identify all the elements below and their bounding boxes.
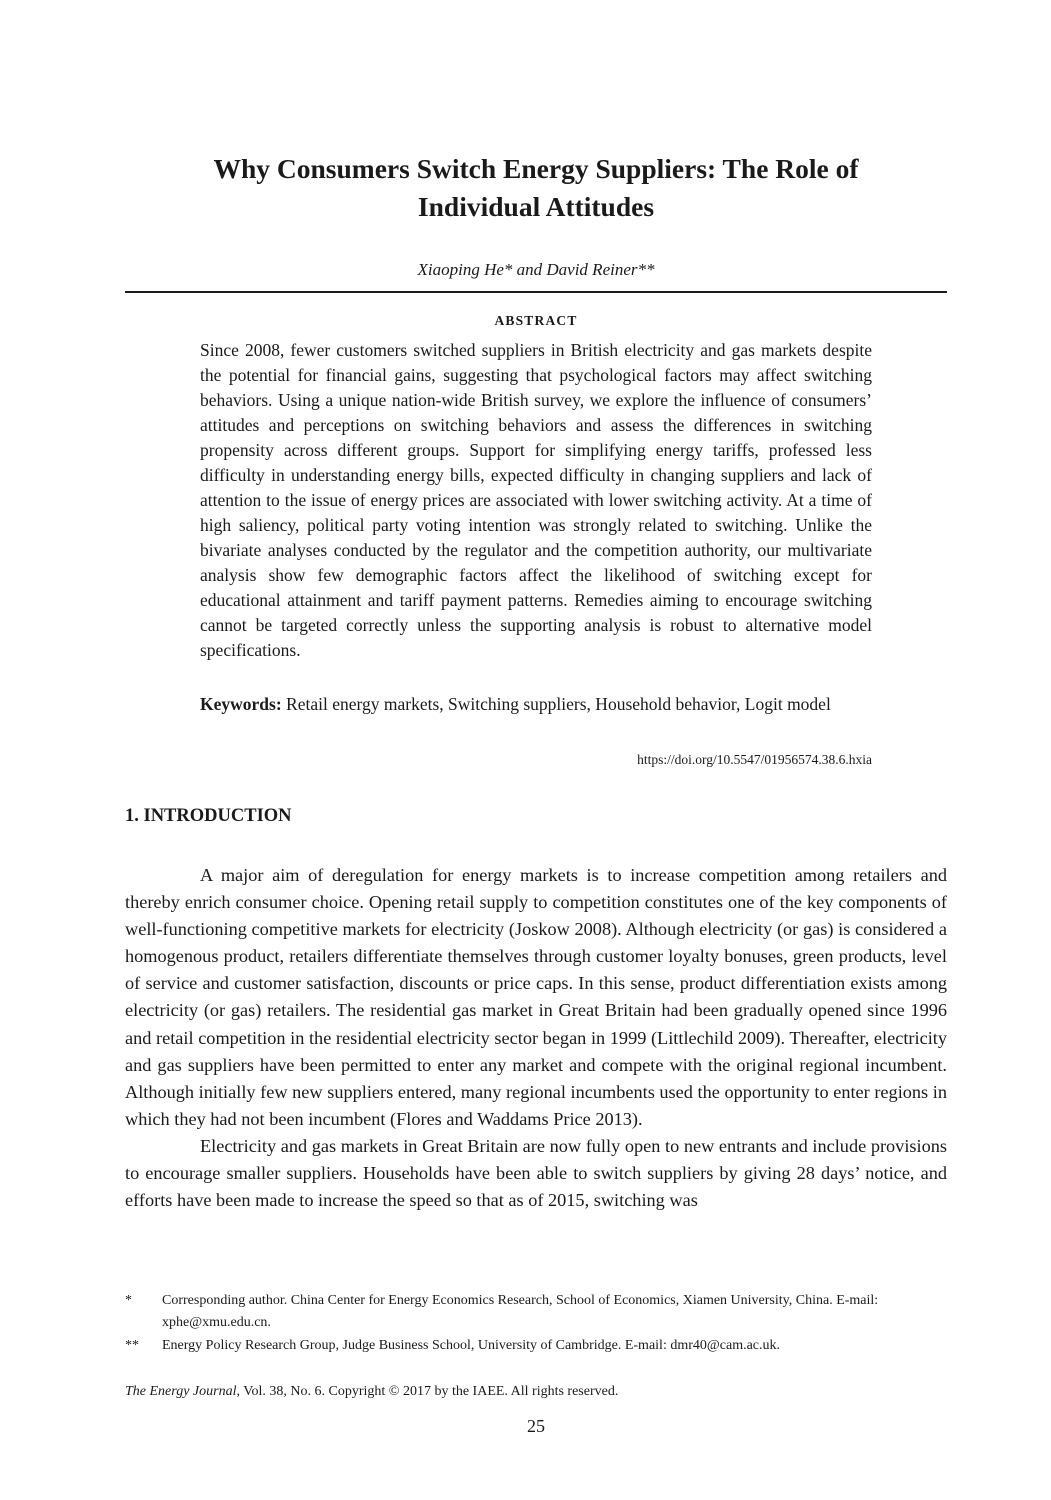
introduction-body: [125, 862, 947, 1214]
abstract-heading: ABSTRACT: [494, 313, 578, 328]
journal-details: , Vol. 38, No. 6. Copyright © 2017 by the IAEE. All rights reserved.: [236, 1384, 619, 1399]
footnote: [125, 1335, 947, 1357]
page-number: 25: [527, 1416, 545, 1436]
footnote-mark: **: [125, 1338, 139, 1353]
body-paragraph: Electricity and gas markets in Great Britain are now fully open to new entrants and include provisions to encourage smaller suppliers. Households have been able to switch suppliers by giving 28 days’ notice, and efforts have been made to increase the speed so that as of 2015, switching was: [125, 1135, 947, 1211]
journal-citation: [125, 1382, 618, 1402]
title-divider: [125, 291, 947, 293]
footnote-text: Energy Policy Research Group, Judge Business School, University of Cambridge. E-mail: dmr40@cam.ac.uk.: [162, 1338, 781, 1353]
footnote-mark: *: [125, 1293, 132, 1308]
keywords: [200, 692, 872, 717]
journal-name: The Energy Journal: [125, 1384, 237, 1399]
keywords-label: Keywords:: [200, 694, 282, 714]
keywords-list: Retail energy markets, Switching suppliers, Household behavior, Logit model: [286, 694, 831, 714]
paper-title-line-2: Individual Attitudes: [417, 191, 655, 222]
footnote: [125, 1290, 947, 1334]
abstract-text: Since 2008, fewer customers switched suppliers in British electricity and gas markets despite the potential for financial gains, suggesting that psychological factors may affect switching behaviors. Using a unique nation-wide British survey, we explore the influence of consumers’ attitudes and perceptions on switching behaviors and assess the differences in switching propensity across different groups. Support for simplifying energy tariffs, professed less difficulty in understanding energy bills, expected difficulty in changing suppliers and lack of attention to the issue of energy prices are associated with lower switching activity. At a time of high saliency, political party voting intention was strongly related to switching. Unlike the bivariate analyses conducted by the regulator and the competition authority, our multivariate analysis show few demographic factors affect the likelihood of switching except for educational attainment and tariff payment patterns. Remedies aiming to encourage switching cannot be targeted correctly unless the supporting analysis is robust to alternative model specifications.: [200, 340, 872, 660]
doi-link[interactable]: https://doi.org/10.5547/01956574.38.6.hxia: [637, 752, 872, 767]
body-paragraph: A major aim of deregulation for energy markets is to increase competition among retailers and thereby enrich consumer choice. Opening retail supply to competition constitutes one of the key components of well-functioning competitive markets for electricity (Joskow 2008). Although electricity (or gas) is considered a homogenous product, retailers differentiate themselves through customer loyalty bonuses, green products, level of service and customer satisfaction, discounts or price caps. In this sense, product differentiation exists among electricity (or gas) retailers. The residential gas market in Great Britain had been gradually opened since 1996 and retail competition in the residential electricity sector began in 1999 (Littlechild 2009). Thereafter, electricity and gas suppliers have been permitted to enter any market and compete with the original regional incumbent. Although initially few new suppliers entered, many regional incumbents used the opportunity to enter regions in which they had not been incumbent (Flores and Waddams Price 2013).: [125, 865, 947, 1129]
author-line: Xiaoping He* and David Reiner**: [417, 260, 655, 279]
section-heading-introduction: 1. INTRODUCTION: [125, 806, 292, 826]
footnote-text: Corresponding author. China Center for Energy Economics Research, School of Economics, Xiamen University, China. E-mail: xphe@xmu.edu.cn.: [162, 1293, 879, 1330]
paper-title-line-1: Why Consumers Switch Energy Suppliers: The Role of: [213, 153, 859, 184]
paper-title: [125, 150, 947, 226]
